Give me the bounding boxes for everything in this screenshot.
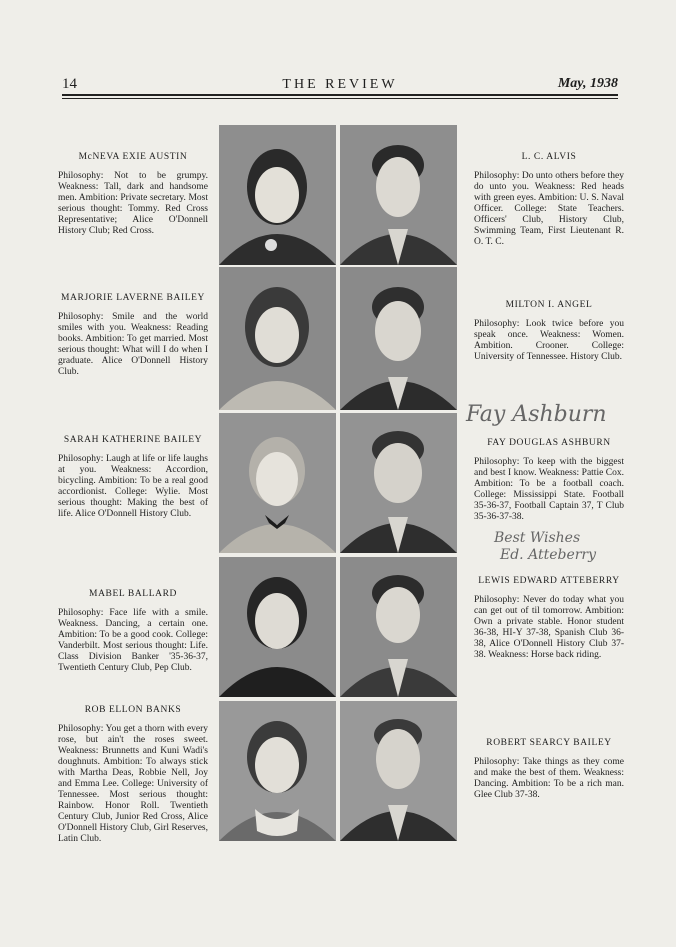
student-bio: Philosophy: Face life with a smile. Weakness. Dancing, a certain one. Ambition: To be a good cook. College: Vanderbilt. Most serious thought: Life. Class Division Banker '35-36-37, Twentieth Century Club, Pep Club. — [58, 608, 208, 673]
portrait-alvis — [340, 125, 457, 265]
portrait-ballard — [219, 557, 336, 697]
header-rule-thin — [62, 98, 618, 99]
entry-sarah-bailey — [58, 435, 208, 520]
portrait-robert-bailey — [340, 701, 457, 841]
student-name: MARJORIE LAVERNE BAILEY — [61, 293, 205, 303]
portrait-atteberry — [340, 557, 457, 697]
student-bio: Philosophy: Laugh at life or life laughs at you. Weakness: Accordion, bicycling. Ambition: To be a real good accordionist. College: Wylie. Most serious thought: Making the best of life. Alice O'Donnell History Club. — [58, 454, 208, 519]
student-name: ROB ELLON BANKS — [84, 705, 182, 715]
student-bio: Philosophy: Smile and the world smiles with you. Weakness: Reading books. Ambition: To get married. Most serious thought: What will I do when I graduate. Alice O'Donnell History Club. — [58, 312, 208, 377]
entry-robert-bailey — [474, 738, 624, 801]
signature-ashburn: Fay Ashburn — [466, 402, 607, 427]
entry-banks — [58, 705, 208, 845]
page-number: 14 — [62, 76, 77, 92]
entry-ashburn — [474, 438, 624, 523]
student-name: McNEVA EXIE AUSTIN — [78, 152, 188, 162]
entry-angel — [474, 300, 624, 363]
student-name: LEWIS EDWARD ATTEBERRY — [478, 576, 620, 586]
signature-atteberry-name: Ed. Atteberry — [500, 547, 597, 563]
entry-ballard — [58, 589, 208, 674]
student-bio: Philosophy: Look twice before you speak once. Weakness: Women. Ambition. Crooner. College: University of Tennessee. History Club. — [474, 319, 624, 362]
student-bio: Philosophy: Take things as they come and make the best of them. Weakness: Dancing. Ambition: To be a rich man. Glee Club 37-38. — [474, 757, 624, 800]
student-name: SARAH KATHERINE BAILEY — [63, 435, 203, 445]
student-bio: Philosophy: Not to be grumpy. Weakness: Tall, dark and handsome men. Ambition: Private secretary. Most serious thought: Tommy. Red Cross Representative; Alice O'Donnell History Club; Red Cross. — [58, 171, 208, 236]
issue-date: May, 1938 — [557, 76, 618, 91]
portrait-angel — [340, 267, 457, 410]
student-bio: Philosophy: To keep with the biggest and best I know. Weakness: Pattie Cox. Ambition: To be a football coach. College: Mississippi State. Football 35-36-37, Football Captain 37, T Club 35-36-37-38. — [474, 457, 624, 522]
portrait-ashburn — [340, 413, 457, 553]
student-name: MABEL BALLARD — [89, 589, 177, 599]
student-name: L. C. ALVIS — [521, 152, 577, 162]
publication-title: THE REVIEW — [282, 77, 398, 92]
header-rule — [62, 94, 618, 96]
student-name: ROBERT SEARCY BAILEY — [486, 738, 612, 748]
page-header — [62, 76, 618, 94]
portrait-austin — [219, 125, 336, 265]
student-bio: Philosophy: Never do today what you can get out of til tomorrow. Ambition: Own a private stable. Honor student 36-38, HI-Y 37-38, Spanish Club 36-38, Alice O'Donnell History Club 37-38. Weakness: Horse back riding. — [474, 595, 624, 660]
entry-atteberry — [474, 576, 624, 661]
entry-alvis — [474, 152, 624, 248]
student-name: FAY DOUGLAS ASHBURN — [487, 438, 611, 448]
portrait-grid — [219, 125, 459, 841]
entry-marjorie-bailey — [58, 293, 208, 378]
signature-atteberry-wishes: Best Wishes — [494, 530, 581, 546]
entry-austin — [58, 152, 208, 237]
portrait-sarah — [219, 413, 336, 553]
portrait-marjorie — [219, 267, 336, 410]
portrait-banks — [219, 701, 336, 841]
student-bio: Philosophy: Do unto others before they do unto you. Weakness: Red heads with green eyes. Ambition: U. S. Naval Officer. College: State Teachers. Officers' Club, History Club, Swimming Team, First Lieutenant R. O. T. C. — [474, 171, 624, 247]
student-bio: Philosophy: You get a thorn with every rose, but ain't the roses sweet. Weakness: Brunnetts and Kuni Wadi's doughnuts. Ambition: To always stick with Martha Deas, Robbie Nell, Joy and Emma Lee. College: University of Tennessee. Most serious thought: Rainbow. Honor Roll. Twentieth Century Club, Junior Red Cross, Alice O'Donnell History Club, Girl Reserves, Latin Club. — [58, 724, 209, 844]
student-name: MILTON I. ANGEL — [505, 300, 593, 310]
